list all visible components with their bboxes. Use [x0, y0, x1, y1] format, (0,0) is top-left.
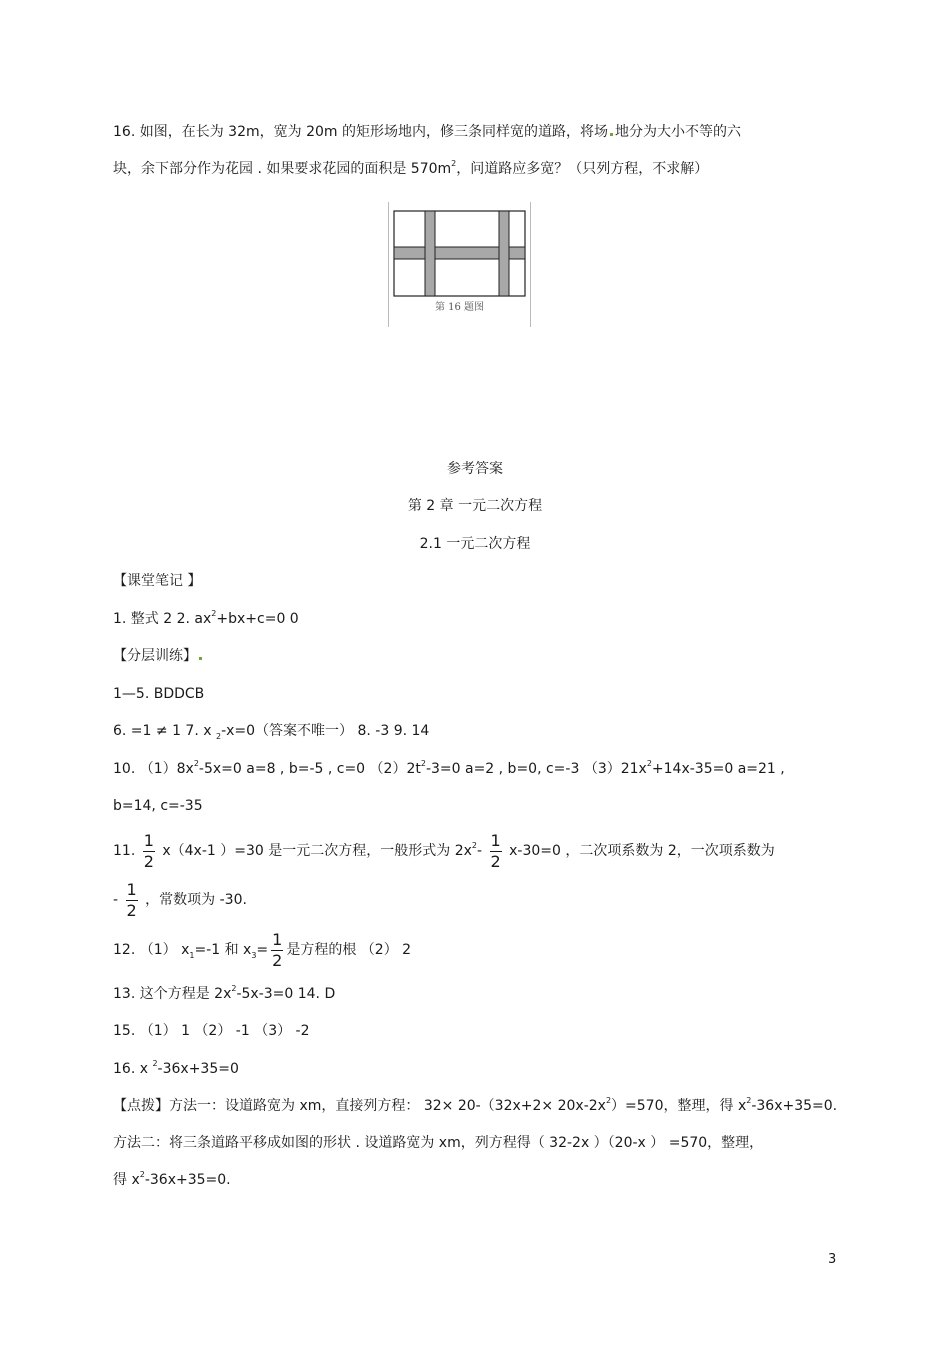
answer-1: 1. 整式 2 2. $ax^2+bx+c=0$ 0 — [113, 609, 299, 627]
answer-11: 11. $\frac{1}{2}$ x（4x-1 ）=30 是一元二次方程，一般形式为 $2x^2-$ $\frac{1}{2}$ x-30=0 ，二次项系数为 2，一次项系数为 — [113, 830, 775, 871]
figure-caption: 第 16 题图 — [434, 302, 485, 313]
fraction-one-half: $\frac{1}{2}$ — [490, 830, 501, 871]
answer-12: 12. （1） $x_1=-1$ 和 $x_3=$ $\frac{1}{2}$ 是方程的根 （2） 2 — [113, 929, 412, 970]
road-vertical-right — [499, 211, 509, 296]
fraction-one-half: $\frac{1}{2}$ — [143, 830, 154, 871]
notes-header: 【课堂笔记 】 — [113, 573, 202, 589]
hint-line-1: 【点拨】方法一：设道路宽为 xm，直接列方程： $32\times 20-(32x+2\times 20x-2x^2)=570$，整理，得 $x^2-36x+35=0$. — [113, 1096, 838, 1114]
page-number: 3 — [828, 1252, 837, 1267]
training-header: 【分层训练】 — [113, 646, 204, 666]
fraction-one-half: $\frac{1}{2}$ — [272, 929, 283, 970]
hint-line-3: 得 $x^2-36x+35=0$. — [113, 1170, 231, 1188]
answer-1-5: 1—5. BDDCB — [113, 686, 205, 702]
answer-11-line-2: - $\frac{1}{2}$ ，常数项为 -30. — [113, 879, 247, 920]
answers-title: 参考答案 — [447, 461, 503, 477]
answer-10: 10. $(1)8x^2-5x=0$ a=8 , b=-5 , c=0 $(2)2t^2-3=0$ a=2 , b=0, c=-3 $(3)21x^2+14x-35=0$ a=21 , — [113, 759, 785, 777]
answer-10-line-2: b=14, c=-35 — [113, 798, 203, 814]
q16-figure — [388, 202, 531, 327]
section-title: 2.1 一元二次方程 — [419, 536, 531, 552]
q16-line-2: 块，余下部分作为花园 . 如果要求花园的面积是 $570m^2$，问道路应多宽？（只列方程，不求解） — [113, 159, 709, 177]
chapter-title: 第 2 章 一元二次方程 — [407, 498, 543, 514]
hint-line-2: 方法二：将三条道路平移成如图的形状 . 设道路宽为 xm，列方程得（ 32-2x ）（20-x ） =570，整理， — [113, 1135, 764, 1151]
mark-dot — [199, 657, 202, 660]
answer-15: 15. （1） 1 （2） -1 （3） -2 — [113, 1023, 310, 1039]
answer-13-14: 13. 这个方程是 $2x^2-5x-3=0$ 14. D — [113, 984, 336, 1002]
mark-dot — [610, 133, 613, 136]
answer-6-9: 6. =1 ≠ 1 7. x $_2$-x=0（答案不唯一） 8. -3 9. 14 — [113, 723, 430, 741]
answer-16: 16. x $^2$-36x+35=0 — [113, 1059, 239, 1077]
road-vertical-left — [425, 211, 435, 296]
fraction-one-half: $\frac{1}{2}$ — [126, 879, 137, 920]
q16-line-1: 16. 如图，在长为 32m，宽为 20m 的矩形场地内，修三条同样宽的道路，将场 地分为大小不等的六 — [113, 124, 741, 140]
